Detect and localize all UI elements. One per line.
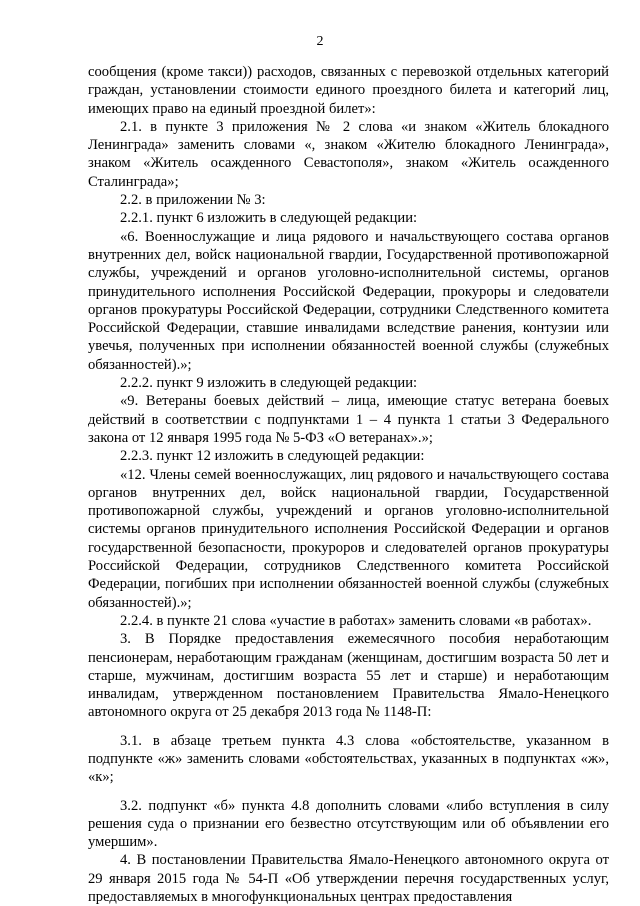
paragraph-3-2: 3.2. подпункт «б» пункта 4.8 дополнить словами «либо вступления в силу решения суда о признании его безвестно отсутствующим или об объявлении его умершим». — [88, 797, 609, 851]
paragraph-item-9: «9. Ветераны боевых действий – лица, имеющие статус ветерана боевых действий в соответствии с подпунктами 1 – 4 пункта 1 статьи 3 Федерального закона от 12 января 1995 года № 5-ФЗ «О ветеранах».»; — [88, 393, 609, 446]
paragraph-3: 3. В Порядке предоставления ежемесячного пособия неработающим пенсионерам, неработающим гражданам (женщинам, достигшим возраста 50 лет и старше, мужчинам, достигшим возраста 55 лет и старше) и неработающим инвалидам, утвержденном постановлением Правительства Ямало-Ненецкого автономного округа от 25 декабря 2013 года № 1148-П: — [88, 631, 609, 721]
paragraph-2-2-2: 2.2.2. пункт 9 изложить в следующей редакции: — [120, 375, 418, 392]
paragraph-2-2-3: 2.2.3. пункт 12 изложить в следующей редакции: — [120, 448, 425, 465]
paragraph-item-12: «12. Члены семей военнослужащих, лиц рядового и начальствующего состава органов внутренних дел, войск национальной гвардии, Государственной противопожарной службы, учреждений и органов уголовно-исполнительной системы органов принудительного исполнения Российской Федерации и органов государственной безопасности, прокуроров и следователей органов прокуратуры Российской Федерации, сотрудников Следственного комитета Российской Федерации, погибших при исполнении обязанностей военной службы (служебных обязанностей).»; — [88, 466, 609, 611]
page-number: 2 — [316, 34, 324, 49]
paragraph-2-2-4: 2.2.4. в пункте 21 слова «участие в работах» заменить словами «в работах». — [120, 612, 592, 629]
paragraph-continuation: сообщения (кроме такси)) расходов, связанных с перевозкой отдельных категорий граждан, установлении стоимости единого проездного билета и категорий лиц, имеющих право на единый проездной билет»: — [88, 64, 609, 117]
paragraph-2-2-1: 2.2.1. пункт 6 изложить в следующей редакции: — [120, 210, 418, 227]
paragraph-3-1: 3.1. в абзаце третьем пункта 4.3 слова «обстоятельстве, указанном в подпункте «ж» заменить словами «обстоятельствах, указанных в подпунктах «ж», «к»; — [88, 732, 609, 786]
document-body — [88, 63, 609, 906]
paragraph-2-1: 2.1. в пункте 3 приложения № 2 слова «и знаком «Житель блокадного Ленинграда» заменить словами «, знаком «Жителю блокадного Ленинграда», знаком «Житель осажденного Севастополя», знаком «Житель осажденного Сталинграда»; — [88, 118, 609, 190]
paragraph-item-6: «6. Военнослужащие и лица рядового и начальствующего состава органов внутренних дел, войск национальной гвардии, Государственной противопожарной службы, учреждений и органов уголовно-исполнительной системы, органов принудительного исполнения Российской Федерации, прокуроры и следователи органов прокуратуры Российской Федерации, сотрудники Следственного комитета Российской Федерации, ставшие инвалидами вследствие ранения, контузии или увечья, полученных при исполнении обязанностей военной службы (служебных обязанностей).»; — [88, 228, 609, 373]
paragraph-2-2: 2.2. в приложении № 3: — [120, 192, 266, 209]
paragraph-4: 4. В постановлении Правительства Ямало-Ненецкого автономного округа от 29 января 2015 года № 54-П «Об утверждении перечня государственных услуг, предоставляемых в многофункциональных центрах предоставления — [88, 852, 609, 906]
